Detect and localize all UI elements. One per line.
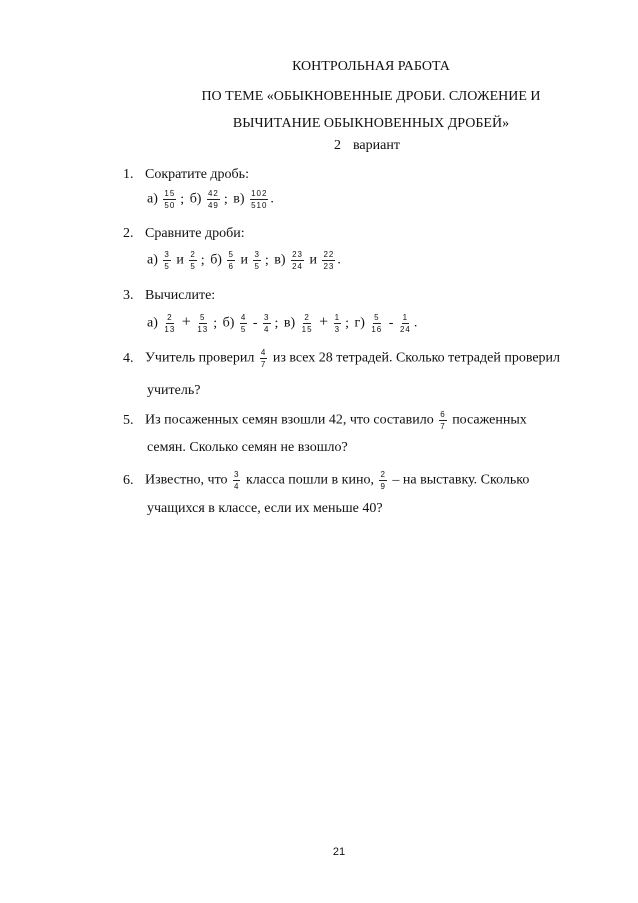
fraction — [263, 313, 270, 334]
question-5-continuation: семян. Сколько семян не взошло? — [147, 440, 348, 455]
variant-word: вариант — [353, 138, 400, 153]
fraction — [163, 189, 176, 210]
numerator: 4 — [240, 313, 247, 322]
item-label: б) — [210, 252, 222, 268]
fraction — [207, 189, 220, 210]
question-number: 1. — [123, 167, 134, 182]
item-label: б) — [222, 315, 235, 331]
question-text: из всех 28 тетрадей. Сколько тетрадей проверил — [272, 350, 561, 366]
question-2 — [123, 226, 245, 242]
numerator: 5 — [374, 313, 380, 322]
denominator: 5 — [254, 262, 260, 271]
denominator: 6 — [228, 262, 234, 271]
item-label: а) — [147, 315, 158, 331]
denominator: 13 — [197, 325, 209, 334]
question-number: 4. — [123, 350, 134, 366]
question-2-items: а) $\frac{3}{5}$ и $\frac{2}{5}$ ; б) $\frac{5}{6}$ и $\frac{3}{5}$ ; в) $\frac{23}{24}$ и $\frac{22}{23}$ . — [147, 250, 341, 271]
question-3-items: а) $\frac{2}{13}$ + $\frac{5}{13}$ ; б) $\frac{4}{5}$ - $\frac{3}{4}$ ; в) $\frac{2}{15}$ + $\frac{1}{3}$ ; г) $\frac{5}{16}$ - $\frac{1}{24}$ . — [147, 313, 418, 334]
fraction — [250, 189, 268, 210]
denominator: 7 — [440, 422, 446, 431]
denominator: 4 — [234, 482, 240, 491]
item-label: в) — [233, 191, 245, 207]
numerator: 2 — [304, 313, 310, 322]
numerator: 1 — [402, 313, 409, 322]
item-label: б) — [189, 191, 202, 207]
question-4-continuation: учитель? — [147, 383, 201, 398]
denominator: 15 — [301, 325, 313, 334]
question-text: – на выставку. Сколько — [392, 472, 530, 488]
question-number: 3. — [123, 288, 134, 303]
numerator: 3 — [234, 470, 240, 479]
numerator: 3 — [254, 250, 260, 259]
variant-number: 2 — [334, 138, 341, 153]
fraction — [334, 313, 341, 334]
denominator: 49 — [207, 201, 219, 210]
numerator: 5 — [228, 250, 234, 259]
numerator: 3 — [264, 313, 270, 322]
question-text: Известно, что — [145, 472, 228, 488]
question-text: Сократите дробь: — [145, 167, 249, 182]
denominator: 23 — [323, 262, 335, 271]
numerator: 3 — [164, 250, 170, 259]
denominator: 13 — [164, 325, 176, 334]
question-number: 6. — [123, 472, 134, 488]
question-3 — [123, 288, 215, 304]
question-text: Сравните дроби: — [145, 226, 245, 241]
fraction — [227, 250, 234, 271]
denominator: 5 — [190, 262, 196, 271]
question-text: Из посаженных семян взошли 42, что составило — [145, 412, 434, 428]
fraction — [322, 250, 335, 271]
numerator: 5 — [200, 313, 206, 322]
item-label: а) — [147, 191, 158, 207]
fraction — [233, 470, 240, 491]
question-text: посаженных — [452, 412, 527, 428]
numerator: 42 — [207, 189, 219, 198]
question-text: класса пошли в кино, — [245, 472, 374, 488]
item-label: в) — [274, 252, 286, 268]
denominator: 24 — [399, 325, 411, 334]
fraction — [291, 250, 304, 271]
conjunction: и — [176, 252, 184, 268]
fraction — [196, 313, 209, 334]
worksheet-title: КОНТРОЛЬНАЯ РАБОТА — [292, 59, 450, 74]
numerator: 6 — [440, 410, 446, 419]
denominator: 16 — [371, 325, 383, 334]
denominator: 7 — [260, 360, 267, 369]
denominator: 510 — [251, 201, 268, 210]
fraction — [240, 313, 247, 334]
fraction — [163, 313, 176, 334]
numerator: 23 — [292, 250, 303, 259]
fraction — [253, 250, 260, 271]
question-text: Учитель проверил — [145, 350, 255, 366]
question-4 — [123, 348, 560, 369]
denominator: 4 — [264, 325, 270, 334]
numerator: 4 — [260, 348, 267, 357]
question-text: Вычислите: — [145, 288, 216, 303]
variant-label — [334, 138, 400, 154]
numerator: 2 — [380, 470, 386, 479]
denominator: 9 — [380, 482, 386, 491]
fraction — [301, 313, 314, 334]
question-6-continuation: учащихся в классе, если их меньше 40? — [147, 501, 383, 516]
plus-sign: + — [181, 313, 191, 331]
fraction — [189, 250, 196, 271]
numerator: 2 — [190, 250, 196, 259]
item-label: г) — [354, 315, 365, 331]
denominator: 5 — [164, 262, 170, 271]
denominator: 50 — [164, 201, 176, 210]
page-number: 21 — [332, 846, 346, 858]
numerator: 1 — [334, 313, 341, 322]
question-5 — [123, 410, 527, 431]
denominator: 5 — [240, 325, 247, 334]
fraction — [379, 470, 386, 491]
question-1 — [123, 167, 249, 183]
numerator: 22 — [323, 250, 335, 259]
minus-sign: - — [252, 315, 258, 331]
denominator: 3 — [334, 325, 341, 334]
fraction — [399, 313, 412, 334]
fraction — [439, 410, 446, 431]
conjunction: и — [240, 252, 248, 268]
item-label: а) — [147, 252, 158, 268]
fraction — [370, 313, 383, 334]
numerator: 2 — [167, 313, 173, 322]
question-1-items: а) $\frac{15}{50}$ ; б) $\frac{42}{49}$ ; в) $\frac{102}{510}$ . — [147, 189, 274, 210]
conjunction: и — [309, 252, 317, 268]
numerator: 15 — [164, 189, 176, 198]
item-label: в) — [283, 315, 296, 331]
minus-sign: - — [388, 315, 394, 331]
worksheet-topic-line-2: ВЫЧИТАНИЕ ОБЫКНОВЕННЫХ ДРОБЕЙ» — [232, 116, 510, 131]
denominator: 24 — [292, 262, 303, 271]
worksheet-topic-line-1: ПО ТЕМЕ «ОБЫКНОВЕННЫЕ ДРОБИ. СЛОЖЕНИЕ И — [201, 89, 541, 104]
numerator: 102 — [251, 189, 268, 198]
question-number: 2. — [123, 226, 134, 241]
fraction — [260, 348, 267, 369]
question-number: 5. — [123, 412, 134, 428]
fraction — [163, 250, 170, 271]
question-6 — [123, 470, 529, 491]
plus-sign: + — [319, 313, 329, 331]
